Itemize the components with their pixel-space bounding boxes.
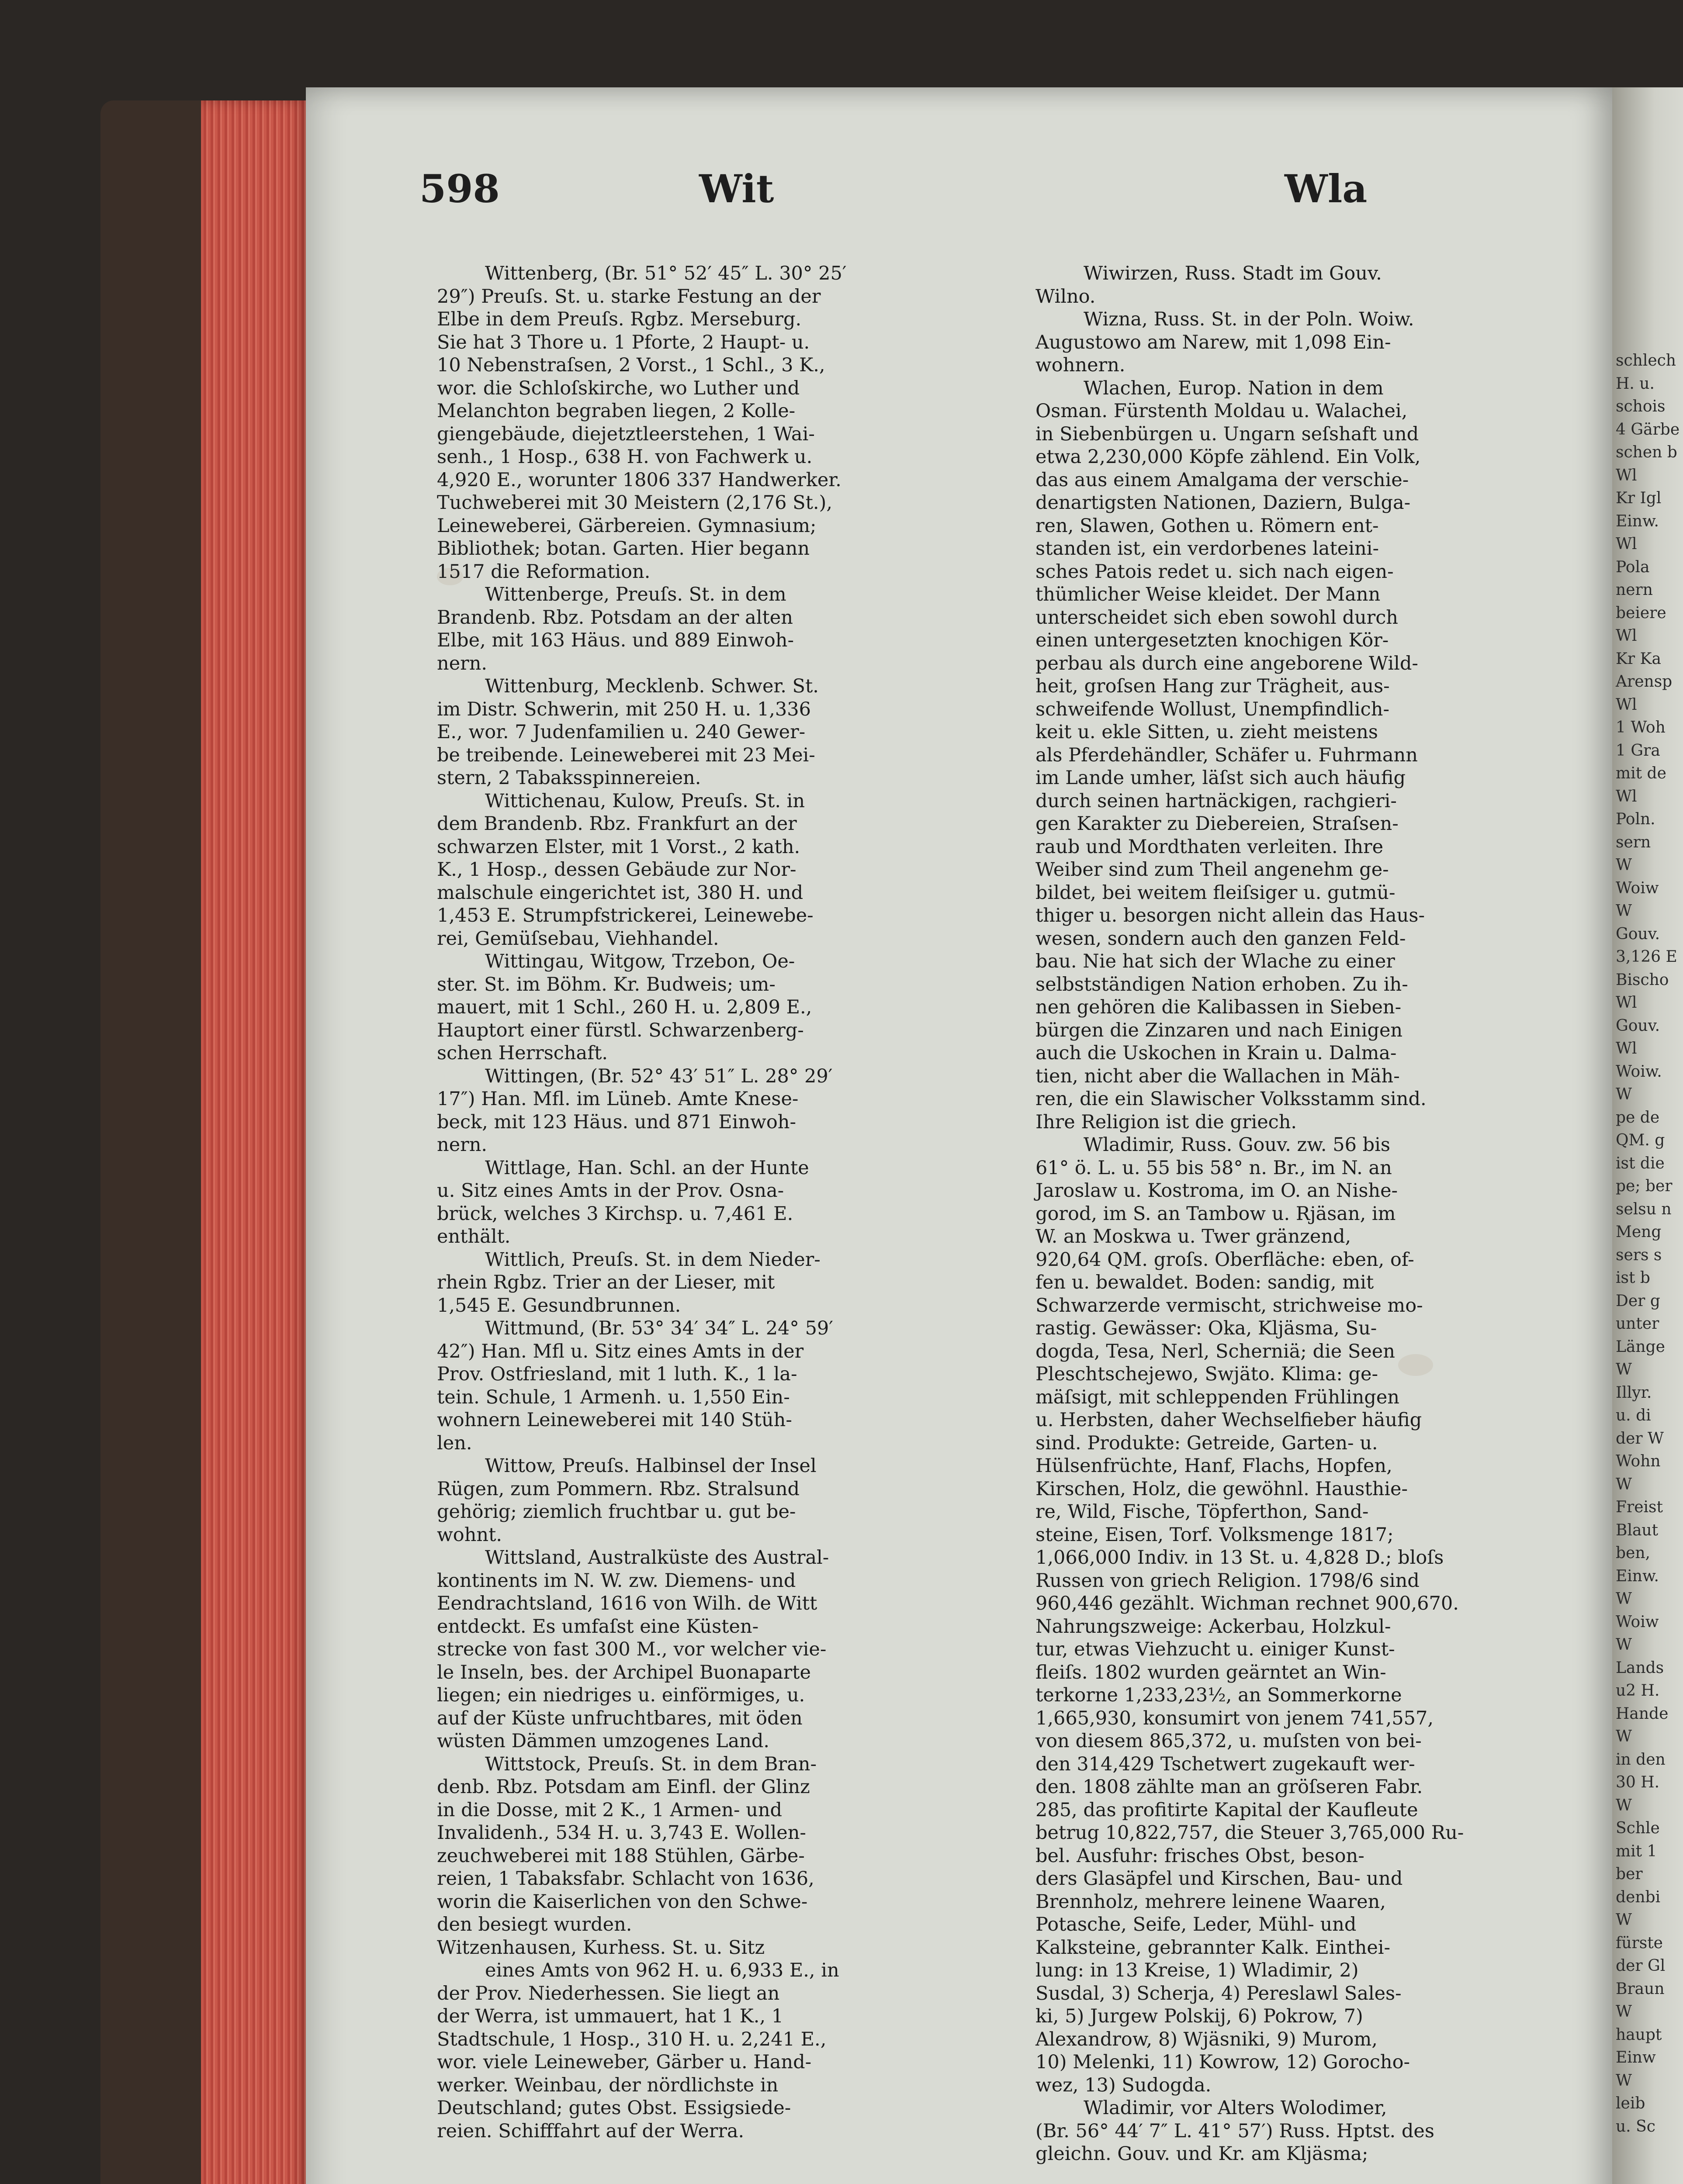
text-line: Wiwirzen, Russ. Stadt im Gouv. xyxy=(1084,263,1382,284)
next-page-fragment: ber xyxy=(1616,1865,1643,1883)
text-line: giengebäude, diejetztleerstehen, 1 Wai- xyxy=(437,423,815,445)
next-page-fragment: Wl xyxy=(1616,535,1637,553)
text-line: Prov. Ostfriesland, mit 1 luth. K., 1 la- xyxy=(437,1363,797,1385)
text-line: 1,066,000 Indiv. in 13 St. u. 4,828 D.; bloſs xyxy=(1035,1547,1444,1569)
text-line: das aus einem Amalgama der verschie- xyxy=(1035,469,1409,491)
next-page-fragment: Poln. xyxy=(1616,810,1655,828)
next-page-fragment: Einw. xyxy=(1616,1567,1659,1585)
text-line: Bibliothek; botan. Garten. Hier begann xyxy=(437,538,810,560)
next-page-fragment: Woiw. xyxy=(1616,1062,1662,1081)
text-line: Hauptort einer fürstl. Schwarzenberg- xyxy=(437,1019,804,1041)
text-line: 17″) Han. Mfl. im Lüneb. Amte Knese- xyxy=(437,1088,799,1110)
next-page-fragment: 4 Gärbe xyxy=(1616,420,1680,439)
text-line: Melanchton begraben liegen, 2 Kolle- xyxy=(437,400,796,422)
next-page-fragment: W xyxy=(1616,1590,1632,1608)
text-line: Potasche, Seife, Leder, Mühl- und xyxy=(1035,1914,1357,1935)
text-line: nern. xyxy=(437,652,488,674)
next-page-fragment: 3,126 E xyxy=(1616,948,1677,966)
text-line: Wittenberge, Preuſs. St. in dem xyxy=(485,584,786,605)
text-line: Invalidenh., 534 H. u. 3,743 E. Wollen- xyxy=(437,1822,806,1844)
text-line: bau. Nie hat sich der Wlache zu einer xyxy=(1035,950,1395,972)
text-line: be treibende. Leineweberei mit 23 Mei- xyxy=(437,744,815,766)
text-line: als Pferdehändler, Schäfer u. Fuhrmann xyxy=(1035,744,1418,766)
text-line: Wittenburg, Mecklenb. Schwer. St. xyxy=(485,675,819,697)
next-page-fragment: pe; ber xyxy=(1616,1177,1673,1195)
text-line: fen u. bewaldet. Boden: sandig, mit xyxy=(1035,1272,1374,1293)
next-page-fragment: mit 1 xyxy=(1616,1842,1657,1860)
text-line: Wittingau, Witgow, Trzebon, Oe- xyxy=(485,950,795,972)
text-line: Ihre Religion ist die griech. xyxy=(1035,1111,1297,1133)
next-page-fragment: fürste xyxy=(1616,1934,1663,1952)
text-line: zeuchweberei mit 188 Stühlen, Gärbe- xyxy=(437,1845,805,1867)
next-page-fragment: u. Sc xyxy=(1616,2117,1655,2136)
text-line: thiger u. besorgen nicht allein das Haus- xyxy=(1035,905,1425,926)
next-page-fragment: mit de xyxy=(1616,764,1666,782)
next-page-fragment: pe de xyxy=(1616,1108,1660,1127)
next-page-fragment: Braun xyxy=(1616,1980,1665,1998)
text-line: kontinents im N. W. zw. Diemens- und xyxy=(437,1569,796,1592)
text-line: keit u. ekle Sitten, u. zieht meistens xyxy=(1035,721,1378,743)
next-page-fragment: Schle xyxy=(1616,1819,1660,1837)
next-page-fragment: Wl xyxy=(1616,695,1637,714)
text-line: Wittstock, Preuſs. St. in dem Bran- xyxy=(485,1753,817,1775)
next-page-fragment: ben, xyxy=(1616,1544,1650,1562)
running-head-left: Wit xyxy=(699,166,774,211)
text-line: reien. Schifffahrt auf der Werra. xyxy=(437,2120,745,2142)
text-line: den 314,429 Tschetwert zugekauft wer- xyxy=(1035,1753,1415,1775)
next-page-fragment: Einw xyxy=(1616,2049,1656,2067)
text-line: auch die Uskochen in Krain u. Dalma- xyxy=(1035,1042,1397,1064)
text-line: Wladimir, vor Alters Wolodimer, xyxy=(1084,2097,1387,2119)
text-line: liegen; ein niedriges u. einförmiges, u. xyxy=(437,1684,805,1706)
text-line: 29″) Preuſs. St. u. starke Festung an der xyxy=(437,285,821,308)
text-line: 1517 die Reformation. xyxy=(437,560,651,583)
next-page-fragment: haupt xyxy=(1616,2025,1662,2044)
text-line: Rügen, zum Pommern. Rbz. Stralsund xyxy=(437,1478,800,1500)
text-line: u. Herbsten, daher Wechselfieber häufig xyxy=(1035,1409,1422,1431)
text-line: re, Wild, Fische, Töpferthon, Sand- xyxy=(1035,1501,1369,1523)
text-line: schwarzen Elster, mit 1 Vorst., 2 kath. xyxy=(437,836,800,858)
next-page-fragment: W xyxy=(1616,1728,1632,1745)
next-page-fragment: Wl xyxy=(1616,627,1637,645)
next-page-fragment: in den xyxy=(1616,1750,1666,1769)
text-line: Wittmund, (Br. 53° 34′ 34″ L. 24° 59′ xyxy=(485,1317,834,1339)
text-line: tur, etwas Viehzucht u. einiger Kunst- xyxy=(1035,1638,1395,1660)
text-line: Kalksteine, gebrannter Kalk. Einthei- xyxy=(1035,1936,1391,1959)
text-line: nen gehören die Kalibassen in Sieben- xyxy=(1035,996,1402,1018)
text-line: K., 1 Hosp., dessen Gebäude zur Nor- xyxy=(437,859,796,881)
text-line: Wlachen, Europ. Nation in dem xyxy=(1084,377,1384,399)
text-line: Deutschland; gutes Obst. Essigsiede- xyxy=(437,2097,791,2119)
next-page-fragment: Wl xyxy=(1616,1040,1637,1057)
page-number: 598 xyxy=(419,166,500,211)
text-line: mauert, mit 1 Schl., 260 H. u. 2,809 E., xyxy=(437,996,812,1018)
next-page-fragment: W xyxy=(1616,1796,1632,1814)
right-column xyxy=(1035,262,1621,2166)
text-line: Hülsenfrüchte, Hanf, Flachs, Hopfen, xyxy=(1035,1455,1392,1477)
text-line: gleichn. Gouv. und Kr. am Kljäsma; xyxy=(1035,2143,1368,2165)
text-line: 960,446 gezählt. Wichman rechnet 900,670. xyxy=(1035,1593,1459,1614)
text-line: denb. Rbz. Potsdam am Einfl. der Glinz xyxy=(437,1776,810,1798)
text-line: Pleschtschejewo, Swjäto. Klima: ge- xyxy=(1035,1363,1378,1385)
next-page-fragment: 30 H. xyxy=(1616,1773,1660,1791)
text-line: wohnern Leineweberei mit 140 Stüh- xyxy=(437,1409,792,1431)
text-line: Leineweberei, Gärbereien. Gymnasium; xyxy=(437,515,817,537)
text-line: enthält. xyxy=(437,1226,511,1248)
text-line: im Lande umher, läſst sich auch häufig xyxy=(1035,767,1406,789)
text-line: bildet, bei weitem fleiſsiger u. gutmü- xyxy=(1035,881,1396,904)
next-page-fragment: u2 H. xyxy=(1616,1682,1660,1700)
next-page-fragment: schlech xyxy=(1616,352,1676,370)
next-page-fragment: 1 Woh xyxy=(1616,719,1666,736)
text-line: Wittenberg, (Br. 51° 52′ 45″ L. 30° 25′ xyxy=(485,263,847,284)
text-line: etwa 2,230,000 Köpfe zählend. Ein Volk, xyxy=(1035,446,1421,468)
text-line: 10 Nebenstraſsen, 2 Vorst., 1 Schl., 3 K., xyxy=(437,354,825,376)
text-line: le Inseln, bes. der Archipel Buonaparte xyxy=(437,1661,811,1683)
text-line: den. 1808 zählte man an gröſseren Fabr. xyxy=(1035,1776,1423,1798)
next-page-fragment: Wl xyxy=(1616,994,1637,1012)
text-line: Osman. Fürstenth Moldau u. Walachei, xyxy=(1035,400,1408,422)
next-page-fragment: W xyxy=(1616,1085,1632,1103)
text-line: einen untergesetzten knochigen Kör- xyxy=(1035,629,1389,651)
text-line: 1,545 E. Gesundbrunnen. xyxy=(437,1294,681,1317)
next-page-fragment: W xyxy=(1616,856,1632,874)
text-line: mäſsigt, mit schleppenden Frühlingen xyxy=(1035,1386,1399,1408)
next-page-fragment: Gouv. xyxy=(1616,1016,1660,1035)
text-line: 42″) Han. Mfl u. Sitz eines Amts in der xyxy=(437,1340,804,1362)
text-line: heit, groſsen Hang zur Trägheit, aus- xyxy=(1035,675,1390,697)
text-line: senh., 1 Hosp., 638 H. von Fachwerk u. xyxy=(437,446,813,468)
text-line: Elbe, mit 163 Häus. und 889 Einwoh- xyxy=(437,629,794,651)
text-line: malschule eingerichtet ist, 380 H. und xyxy=(437,881,803,904)
text-line: ren, die ein Slawischer Volksstamm sind. xyxy=(1035,1088,1427,1110)
text-line: Susdal, 3) Scherja, 4) Pereslawl Sales- xyxy=(1035,1982,1402,2004)
text-line: brück, welches 3 Kirchsp. u. 7,461 E. xyxy=(437,1203,793,1225)
text-line: dogda, Tesa, Nerl, Scherniä; die Seen xyxy=(1035,1340,1395,1362)
next-page-fragment: W xyxy=(1616,2071,1632,2090)
next-page-fragment: Wohn xyxy=(1616,1452,1661,1470)
next-page-fragment: Pola xyxy=(1616,558,1650,576)
text-line: Brandenb. Rbz. Potsdam an der alten xyxy=(437,606,793,629)
next-page-fragment: sers s xyxy=(1616,1246,1662,1264)
text-line: steine, Eisen, Torf. Volksmenge 1817; xyxy=(1035,1524,1394,1546)
text-line: stern, 2 Tabaksspinnereien. xyxy=(437,767,701,789)
next-page-fragment: H. u. xyxy=(1616,374,1655,393)
next-page-fragment: W xyxy=(1616,2003,1632,2021)
text-line: bürgen die Zinzaren und nach Einigen xyxy=(1035,1019,1403,1041)
text-line: schweifende Wollust, Unempfindlich- xyxy=(1035,698,1389,720)
text-line: ren, Slawen, Gothen u. Römern ent- xyxy=(1035,515,1379,537)
text-line: entdeckt. Es umfaſst eine Küsten- xyxy=(437,1615,759,1638)
text-line: Sie hat 3 Thore u. 1 Pforte, 2 Haupt- u. xyxy=(437,331,810,353)
text-line: eines Amts von 962 H. u. 6,933 E., in xyxy=(485,1959,839,1981)
text-line: strecke von fast 300 M., vor welcher vie- xyxy=(437,1638,827,1660)
next-page-fragment: der Gl xyxy=(1616,1957,1666,1975)
text-line: Kirschen, Holz, die gewöhnl. Hausthie- xyxy=(1035,1478,1408,1500)
text-line: Jaroslaw u. Kostroma, im O. an Nishe- xyxy=(1035,1180,1398,1202)
next-page-fragment: ist b xyxy=(1616,1269,1650,1287)
text-line: bel. Ausfuhr: frisches Obst, beson- xyxy=(1035,1845,1364,1867)
next-page-strip xyxy=(1612,87,1683,2184)
text-line: Wittingen, (Br. 52° 43′ 51″ L. 28° 29′ xyxy=(485,1065,833,1087)
text-line: im Distr. Schwerin, mit 250 H. u. 1,336 xyxy=(437,698,811,720)
text-line: Augustowo am Narew, mit 1,098 Ein- xyxy=(1035,331,1391,353)
text-line: Wittlage, Han. Schl. an der Hunte xyxy=(485,1157,809,1179)
running-head-right: Wla xyxy=(1285,166,1368,211)
next-page-fragment: Der g xyxy=(1616,1292,1660,1310)
text-line: Nahrungszweige: Ackerbau, Holzkul- xyxy=(1035,1615,1391,1638)
text-line: len. xyxy=(437,1432,472,1454)
text-line: Wladimir, Russ. Gouv. zw. 56 bis xyxy=(1084,1134,1390,1156)
text-line: in Siebenbürgen u. Ungarn seſshaft und xyxy=(1035,423,1419,445)
text-line: tein. Schule, 1 Armenh. u. 1,550 Ein- xyxy=(437,1386,790,1408)
next-page-fragment: Woiw xyxy=(1616,879,1659,897)
text-line: wez, 13) Sudogda. xyxy=(1035,2074,1212,2096)
text-line: Witzenhausen, Kurhess. St. u. Sitz xyxy=(437,1936,765,1959)
text-line: W. an Moskwa u. Twer gränzend, xyxy=(1035,1226,1351,1248)
text-line: gen Karakter zu Diebereien, Straſsen- xyxy=(1035,813,1399,835)
next-page-fragment: Gouv. xyxy=(1616,925,1660,943)
next-page-fragment: W xyxy=(1616,1361,1632,1379)
text-line: wüsten Dämmen umzogenes Land. xyxy=(437,1730,770,1752)
text-line: 1,453 E. Strumpfstrickerei, Leinewebe- xyxy=(437,905,814,926)
next-page-fragment: u. di xyxy=(1616,1406,1651,1424)
text-line: denartigsten Nationen, Daziern, Bulga- xyxy=(1035,492,1411,514)
text-line: 920,64 QM. groſs. Oberfläche: eben, of- xyxy=(1035,1248,1414,1271)
text-line: 10) Melenki, 11) Kowrow, 12) Gorocho- xyxy=(1035,2051,1410,2073)
next-page-fragment: Bischo xyxy=(1616,971,1669,989)
text-line: den besiegt wurden. xyxy=(437,1914,632,1935)
next-page-fragment: QM. g xyxy=(1616,1131,1665,1149)
next-page-fragment: sern xyxy=(1616,833,1651,851)
next-page-fragment: Blaut xyxy=(1616,1521,1659,1539)
text-line: lung: in 13 Kreise, 1) Wladimir, 2) xyxy=(1035,1959,1359,1981)
text-line: Weiber sind zum Theil angenehm ge- xyxy=(1035,859,1389,881)
text-line: wor. viele Leineweber, Gärber u. Hand- xyxy=(437,2051,812,2073)
text-line: 285, das profitirte Kapital der Kaufleute xyxy=(1035,1799,1418,1821)
text-line: unterscheidet sich eben sowohl durch xyxy=(1035,606,1398,629)
text-line: reien, 1 Tabaksfabr. Schlacht von 1636, xyxy=(437,1868,814,1890)
text-line: Schwarzerde vermischt, strichweise mo- xyxy=(1035,1294,1423,1317)
text-line: Stadtschule, 1 Hosp., 310 H. u. 2,241 E., xyxy=(437,2028,827,2050)
page-edges xyxy=(201,100,310,2184)
next-page-fragment: selsu n xyxy=(1616,1200,1672,1218)
text-line: gorod, im S. an Tambow u. Rjäsan, im xyxy=(1035,1203,1396,1225)
text-line: der Werra, ist ummauert, hat 1 K., 1 xyxy=(437,2005,784,2027)
text-line: u. Sitz eines Amts in der Prov. Osna- xyxy=(437,1180,784,1202)
next-page-fragment: W xyxy=(1616,1636,1632,1654)
text-line: standen ist, ein verdorbenes lateini- xyxy=(1035,538,1379,560)
next-page-fragment: nern xyxy=(1616,581,1653,599)
next-page-fragment: Freist xyxy=(1616,1498,1663,1516)
text-line: fleiſs. 1802 wurden geärntet an Win- xyxy=(1035,1661,1386,1683)
text-line: rastig. Gewässer: Oka, Kljäsma, Su- xyxy=(1035,1317,1377,1339)
text-line: Wittsland, Australküste des Austral- xyxy=(485,1547,829,1569)
text-line: Alexandrow, 8) Wjäsniki, 9) Murom, xyxy=(1035,2028,1378,2050)
next-page-fragment: der W xyxy=(1616,1429,1664,1448)
text-line: Wittlich, Preuſs. St. in dem Nieder- xyxy=(485,1248,821,1271)
text-line: E., wor. 7 Judenfamilien u. 240 Gewer- xyxy=(437,721,806,743)
next-page-fragment: Kr Igl xyxy=(1616,489,1662,507)
text-line: von diesem 865,372, u. muſsten von bei- xyxy=(1035,1730,1422,1752)
text-line: in die Dosse, mit 2 K., 1 Armen- und xyxy=(437,1799,783,1821)
text-line: wesen, sondern auch den ganzen Feld- xyxy=(1035,927,1406,950)
text-line: tien, nicht aber die Wallachen in Mäh- xyxy=(1035,1065,1400,1087)
next-page-fragment: 1 Gra xyxy=(1616,741,1660,760)
next-page-fragment: Kr Ka xyxy=(1616,650,1661,668)
text-line: terkorne 1,233,23½, an Sommerkorne xyxy=(1035,1684,1402,1706)
text-line: beck, mit 123 Häus. und 871 Einwoh- xyxy=(437,1111,796,1133)
next-page-fragment: Meng xyxy=(1616,1223,1662,1241)
next-page-fragment: W xyxy=(1616,1475,1632,1493)
text-line: Wittichenau, Kulow, Preuſs. St. in xyxy=(485,790,805,812)
next-page-fragment: Woiw xyxy=(1616,1613,1659,1631)
text-line: perbau als durch eine angeborene Wild- xyxy=(1035,652,1418,674)
next-page-fragment: beiere xyxy=(1616,604,1666,622)
text-line: ster. St. im Böhm. Kr. Budweis; um- xyxy=(437,973,776,995)
next-page-fragment: Lands xyxy=(1616,1659,1664,1677)
next-page-fragment: unter xyxy=(1616,1315,1659,1333)
next-page-fragment: Wl xyxy=(1616,787,1637,805)
text-line: durch seinen hartnäckigen, rachgieri- xyxy=(1035,790,1397,812)
next-page-fragment: schois xyxy=(1616,397,1666,415)
next-page-fragment: Einw. xyxy=(1616,512,1659,530)
text-line: werker. Weinbau, der nördlichste in xyxy=(437,2074,779,2096)
text-line: wor. die Schloſskirche, wo Luther und xyxy=(437,377,800,399)
text-line: rei, Gemüſsebau, Viehhandel. xyxy=(437,927,719,950)
text-line: Wizna, Russ. St. in der Poln. Woiw. xyxy=(1084,308,1414,330)
next-page-fragment: Hande xyxy=(1616,1704,1669,1723)
text-line: Elbe in dem Preuſs. Rgbz. Merseburg. xyxy=(437,308,802,330)
text-line: worin die Kaiserlichen von den Schwe- xyxy=(437,1890,808,1913)
next-page-fragment: schen b xyxy=(1616,443,1677,461)
text-line: sches Patois redet u. sich nach eigen- xyxy=(1035,560,1394,583)
next-page-fragment: W xyxy=(1616,1911,1632,1929)
text-line: selbstständigen Nation erhoben. Zu ih- xyxy=(1035,973,1408,995)
text-line: gehörig; ziemlich fruchtbar u. gut be- xyxy=(437,1501,796,1523)
text-line: thümlicher Weise kleidet. Der Mann xyxy=(1035,584,1381,605)
next-page-fragment: Länge xyxy=(1616,1337,1665,1356)
text-line: Russen von griech Religion. 1798/6 sind xyxy=(1035,1569,1420,1592)
next-page-fragment: W xyxy=(1616,902,1632,920)
text-line: 61° ö. L. u. 55 bis 58° n. Br., im N. an xyxy=(1035,1157,1392,1179)
text-line: ki, 5) Jurgew Polskij, 6) Pokrow, 7) xyxy=(1035,2005,1363,2027)
text-line: betrug 10,822,757, die Steuer 3,765,000 Ru- xyxy=(1035,1822,1464,1844)
text-line: Brennholz, mehrere leinene Waaren, xyxy=(1035,1890,1386,1913)
next-page-fragment: leib xyxy=(1616,2094,1645,2112)
text-line: Wilno. xyxy=(1035,285,1096,308)
text-line: schen Herrschaft. xyxy=(437,1042,608,1064)
text-line: wohnern. xyxy=(1035,354,1125,376)
text-line: 4,920 E., worunter 1806 337 Handwerker. xyxy=(437,469,842,491)
next-page-fragment: denbi xyxy=(1616,1888,1661,1906)
text-line: dem Brandenb. Rbz. Frankfurt an der xyxy=(437,813,797,835)
text-line: raub und Mordthaten verleiten. Ihre xyxy=(1035,836,1384,858)
text-line: (Br. 56° 44′ 7″ L. 41° 57′) Russ. Hptst. des xyxy=(1035,2120,1434,2142)
text-line: wohnt. xyxy=(437,1524,502,1546)
text-line: Tuchweberei mit 30 Meistern (2,176 St.), xyxy=(437,492,832,514)
text-line: nern. xyxy=(437,1134,488,1156)
left-column xyxy=(437,262,1022,2143)
text-line: rhein Rgbz. Trier an der Lieser, mit xyxy=(437,1272,775,1293)
text-line: der Prov. Niederhessen. Sie liegt an xyxy=(437,1982,780,2004)
text-line: ders Glasäpfel und Kirschen, Bau- und xyxy=(1035,1868,1403,1890)
text-line: Wittow, Preuſs. Halbinsel der Insel xyxy=(485,1455,817,1477)
next-page-fragment: Arensp xyxy=(1616,673,1673,691)
text-line: sind. Produkte: Getreide, Garten- u. xyxy=(1035,1432,1378,1454)
text-line: auf der Küste unfruchtbares, mit öden xyxy=(437,1707,803,1729)
next-page-fragment: Illyr. xyxy=(1616,1383,1652,1402)
text-line: Eendrachtsland, 1616 von Wilh. de Witt xyxy=(437,1593,817,1614)
next-page-fragment: ist die xyxy=(1616,1154,1665,1172)
next-page-fragment: Wl xyxy=(1616,466,1637,484)
text-line: 1,665,930, konsumirt von jenem 741,557, xyxy=(1035,1707,1434,1729)
